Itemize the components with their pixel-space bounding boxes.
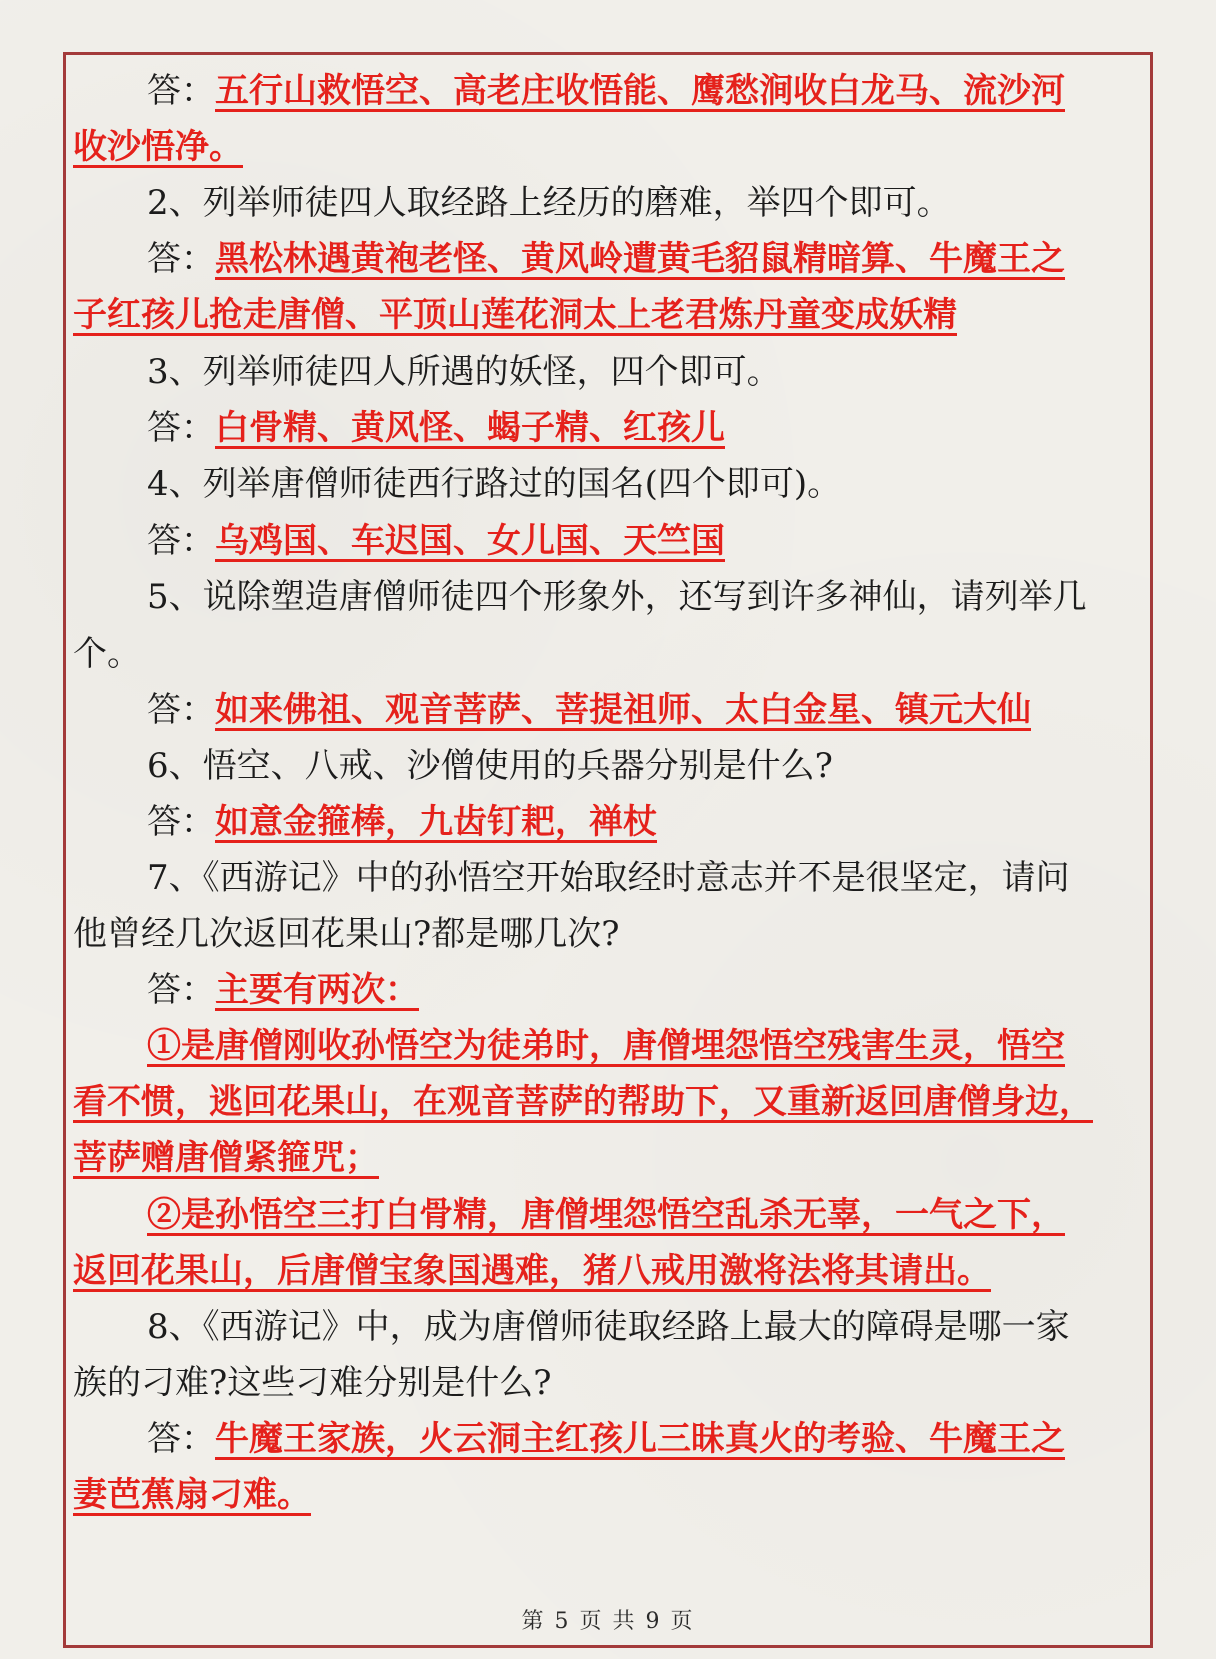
answer-1-text: 五行山救悟空、高老庄收悟能、鹰愁涧收白龙马、流沙河 bbox=[215, 71, 1065, 111]
question-7-line-1: 7、《西游记》中的孙悟空开始取经时意志并不是很坚定，请问 bbox=[147, 858, 1070, 898]
answer-8-line-1: 答：牛魔王家族，火云洞主红孩儿三昧真火的考验、牛魔王之 bbox=[147, 1419, 1065, 1459]
question-6: 6、悟空、八戒、沙僧使用的兵器分别是什么? bbox=[147, 746, 833, 786]
question-3: 3、列举师徒四人所遇的妖怪，四个即可。 bbox=[147, 352, 781, 392]
question-4: 4、列举唐僧师徒西行路过的国名(四个即可)。 bbox=[147, 464, 842, 504]
answer-7-point-1-line-1: ①是唐僧刚收孙悟空为徒弟时，唐僧埋怨悟空残害生灵，悟空 bbox=[147, 1026, 1065, 1066]
answer-3: 答：白骨精、黄风怪、蝎子精、红孩儿 bbox=[147, 408, 725, 448]
answer-1-line-2: 收沙悟净。 bbox=[73, 127, 243, 167]
question-5-line-1: 5、说除塑造唐僧师徒四个形象外，还写到许多神仙，请列举几 bbox=[147, 577, 1087, 617]
question-2: 2、列举师徒四人取经路上经历的磨难，举四个即可。 bbox=[147, 183, 951, 223]
answer-7-point-1-line-2: 看不惯，逃回花果山，在观音菩萨的帮助下，又重新返回唐僧身边， bbox=[73, 1082, 1093, 1122]
question-8-line-1: 8、《西游记》中，成为唐僧师徒取经路上最大的障碍是哪一家 bbox=[147, 1307, 1070, 1347]
answer-7-point-1-line-3: 菩萨赠唐僧紧箍咒； bbox=[73, 1138, 379, 1178]
answer-8-line-2: 妻芭蕉扇刁难。 bbox=[73, 1475, 311, 1515]
answer-7-point-2-line-2: 返回花果山，后唐僧宝象国遇难，猪八戒用激将法将其请出。 bbox=[73, 1251, 991, 1291]
answer-5: 答：如来佛祖、观音菩萨、菩提祖师、太白金星、镇元大仙 bbox=[147, 690, 1031, 730]
answer-7-heading: 答：主要有两次： bbox=[147, 970, 419, 1010]
answer-2-line-1: 答：黑松林遇黄袍老怪、黄风岭遭黄毛貂鼠精暗算、牛魔王之 bbox=[147, 239, 1065, 279]
page-number-footer: 第 5 页 共 9 页 bbox=[521, 1609, 695, 1634]
answer-2-line-2: 子红孩儿抢走唐僧、平顶山莲花洞太上老君炼丹童变成妖精 bbox=[73, 295, 957, 335]
answer-7-point-2-line-1: ②是孙悟空三打白骨精，唐僧埋怨悟空乱杀无辜，一气之下， bbox=[147, 1195, 1065, 1235]
question-8-line-2: 族的刁难?这些刁难分别是什么? bbox=[73, 1363, 552, 1403]
question-5-line-2: 个。 bbox=[73, 634, 141, 674]
answer-4: 答：乌鸡国、车迟国、女儿国、天竺国 bbox=[147, 521, 725, 561]
answer-6: 答：如意金箍棒，九齿钉耙，禅杖 bbox=[147, 802, 657, 842]
question-7-line-2: 他曾经几次返回花果山?都是哪几次? bbox=[73, 914, 620, 954]
answer-1-line-1: 答：五行山救悟空、高老庄收悟能、鹰愁涧收白龙马、流沙河 bbox=[147, 71, 1065, 111]
